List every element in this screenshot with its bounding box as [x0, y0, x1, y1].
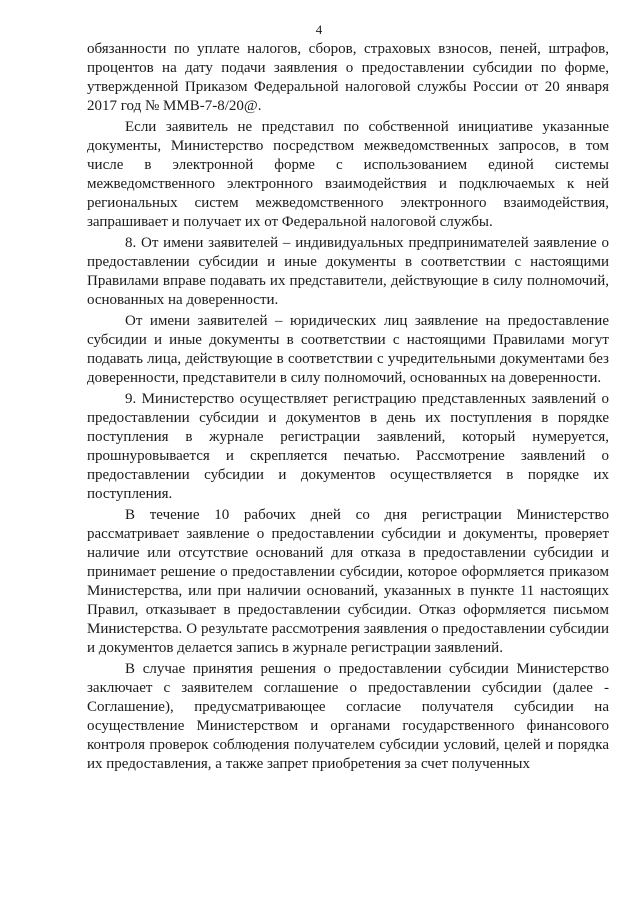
- paragraph-section-9-registration: 9. Министерство осуществляет регистрацию представленных заявлений о предоставлении субсидии и документов в день их поступления в порядке поступления в журнале регистрации заявлений, который нумеруется, прошнуровывается и скрепляется печатью. Рассмотрение заявлений о предоставлении субсидии и документов осуществляется в порядке их поступления.: [87, 391, 609, 502]
- paragraph-agreement: В случае принятия решения о предоставлении субсидии Министерство заключает с заявителем соглашение о предоставлении субсидии (далее - Соглашение), предусматривающее согласие получателя субсидии на осуществление Министерством и органами государственного финансового контроля проверок соблюдения получателем субсидии условий, целей и порядка их предоставления, а также запрет приобретения за счет полученных: [87, 661, 609, 772]
- page-number: 4: [315, 22, 323, 37]
- paragraph-section-8-entrepreneurs: 8. От имени заявителей – индивидуальных предпринимателей заявление о предоставлении субсидии и иные документы в соответствии с настоящими Правилами вправе подавать их представители, действующие в силу полномочий, основанных на доверенности.: [87, 235, 609, 308]
- paragraph-review-period: В течение 10 рабочих дней со дня регистрации Министерство рассматривает заявление о предоставлении субсидии и документы, проверяет наличие или отсутствие оснований для отказа в предоставлении субсидии и принимает решение о предоставлении субсидии, которое оформляется приказом Министерства, или при наличии оснований, указанных в пункте 11 настоящих Правил, отказывает в предоставлении субсидии. Отказ оформляется письмом Министерства. О результате рассмотрения заявления о предоставлении субсидии и документов делается запись в журнале регистрации заявлений.: [87, 507, 609, 656]
- document-body: [87, 40, 609, 776]
- paragraph-interagency-requests: Если заявитель не представил по собственной инициативе указанные документы, Министерство посредством межведомственных запросов, в том числе в электронной форме с использованием единой системы межведомственного электронного взаимодействия и подключаемых к ней региональных систем межведомственного электронного взаимодействия, запрашивает и получает их от Федеральной налоговой службы.: [87, 119, 609, 230]
- paragraph-taxes-continuation: обязанности по уплате налогов, сборов, страховых взносов, пеней, штрафов, процентов на дату подачи заявления о предоставлении субсидии по форме, утвержденной Приказом Федеральной налоговой службы России от 20 января 2017 год № ММВ-7-8/20@.: [87, 41, 609, 114]
- paragraph-legal-entities: От имени заявителей – юридических лиц заявление на предоставление субсидии и иные документы в соответствии с настоящими Правилами могут подавать лица, действующие в соответствии с учредительными документами без доверенности, представители в силу полномочий, основанных на доверенности.: [87, 313, 609, 386]
